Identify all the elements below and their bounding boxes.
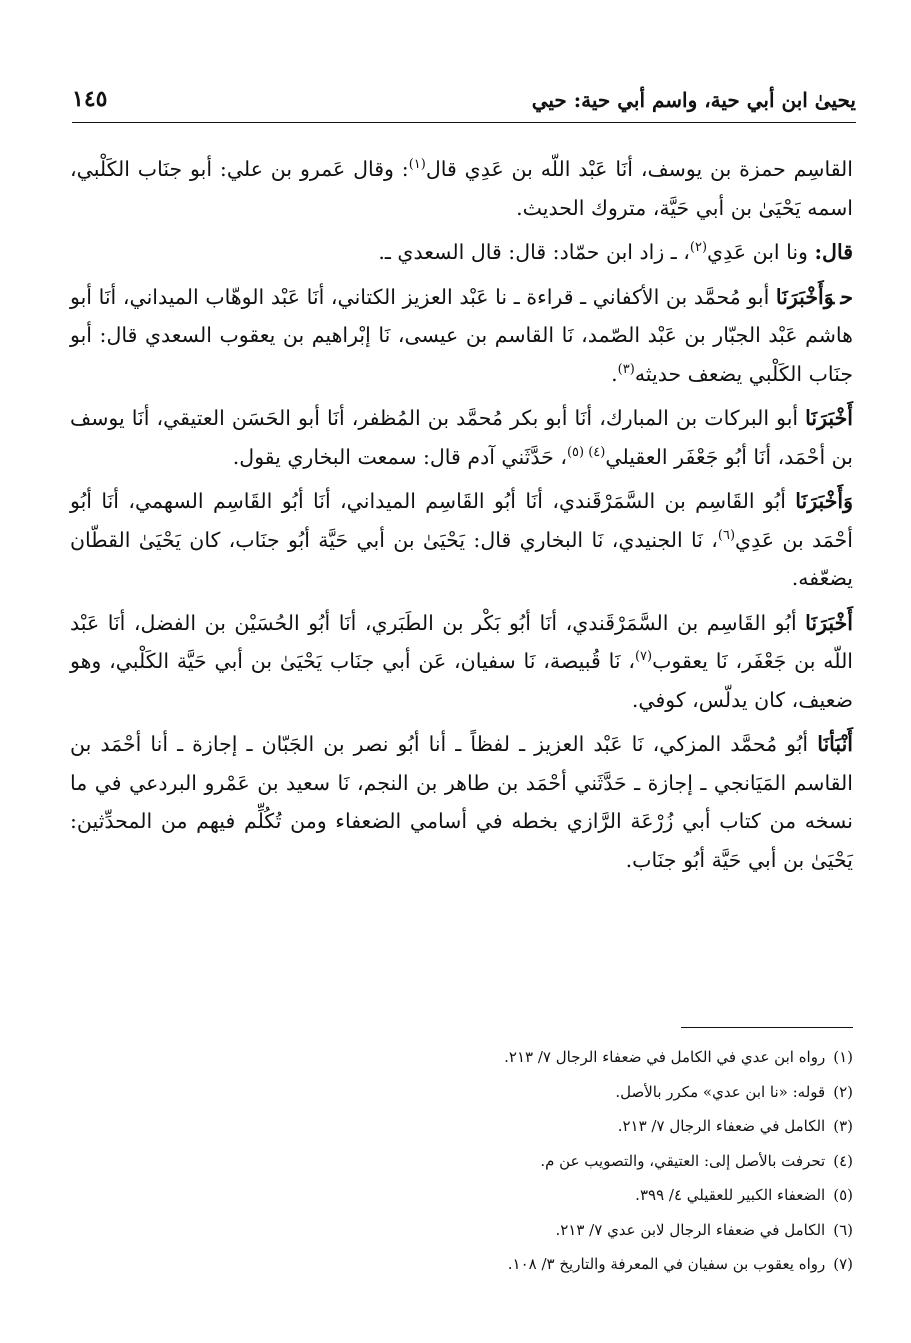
footnote-ref: (٦) — [717, 527, 736, 543]
footnote-separator — [681, 1027, 853, 1028]
main-text — [70, 150, 853, 885]
page-number: ١٤٥ — [72, 86, 108, 112]
paragraph-text: ، نَا الجنيدي، نَا البخاري قال: يَحْيَىٰ بن أبي حَيَّة أبُو جنَاب، كان يَحْيَىٰ القطّان يضعّفه. — [70, 527, 853, 590]
paragraph-lead: قال: — [814, 240, 853, 264]
footnote-text: الكامل في ضعفاء الرجال ٧/ ٢١٣. — [617, 1117, 826, 1135]
paragraph-text: أبو مُحمَّد بن الأكفاني ـ قراءة ـ نا عَبْد العزيز الكتاني، أنَا عَبْد الوهّاب الميداني، أنَا أبو هاشم عَبْد الجبّار بن عَبْد الصّمد، نَا القاسم بن عيسى، نَا إبْراهيم بن يعقوب السعدي قال: أبو جنَاب الكَلْبي يضعف حديثه — [70, 284, 853, 386]
paragraph-text: ، حَدَّثَني آدم قال: سمعت البخاري يقول. — [232, 444, 567, 469]
paragraph-lead: أَنْبَأنَا — [817, 732, 853, 756]
running-title: يحيىٰ ابن أبي حية، واسم أبي حية: حيي — [531, 88, 856, 112]
paragraph-text: ونا ابن عَدِي — [707, 240, 815, 264]
paragraph-text: ، ـ زاد ابن حمّاد: قال: قال السعدي ـ. — [378, 240, 690, 264]
paragraph-text: . — [611, 361, 618, 386]
footnote-number: (١) — [833, 1048, 853, 1066]
footnote — [70, 1178, 853, 1213]
paragraph-marker: ح — [840, 284, 853, 309]
footnote-number: (٢) — [833, 1082, 853, 1101]
footnote-ref: (٧) — [634, 649, 653, 665]
footnote-text: الكامل في ضعفاء الرجال لابن عدي ٧/ ٢١٣. — [555, 1220, 826, 1239]
paragraph-lead: أَخْبَرَنَا — [805, 610, 853, 635]
paragraph-text: أبُو القَاسِم بن السَّمَرْقَندي، أنَا أبُو بَكْر بن الطَبَري، أنَا أبُو الحُسَيْن بن الفضل، أنَا عَبْد اللّه بن جَعْفَر، نَا يعقوب — [70, 610, 854, 673]
footnote-ref: (٢) — [689, 240, 708, 256]
paragraph — [70, 278, 853, 394]
paragraph — [70, 150, 853, 227]
footnote-text: رواه يعقوب بن سفيان في المعرفة والتاريخ ٣/ ١٠٨. — [507, 1255, 826, 1273]
footnote-number: (٦) — [833, 1220, 853, 1239]
paragraph — [70, 233, 853, 272]
paragraph-text: أبُو مُحمَّد المزكي، نَا عَبْد العزيز ـ لفظاً ـ أنا أبُو نصر بن الجَبّان ـ إجازة ـ أنا أحْمَد بن القاسم المَيَانجي ـ إجازة ـ حَدَّثَني أحْمَد بن طاهر بن النجم، نَا سعيد بن عَمْرو البردعي في ما نسخه من كتاب أبي زُرْعَة الرَّازي بخطه في أسامي الضعفاء ومن تُكُلِّم فيهم من المحدِّثين: يَحْيَىٰ بن أبي حَيَّة أبُو جنَاب. — [70, 732, 853, 872]
footnotes — [70, 1040, 853, 1282]
footnote — [70, 1247, 853, 1282]
footnote — [70, 1144, 853, 1179]
footnote-text: تحرفت بالأصل إلى: العتيقي، والتصويب عن م. — [540, 1151, 826, 1170]
paragraph-lead: وَأَخْبَرَنَا — [775, 284, 835, 309]
footnote-number: (٧) — [833, 1255, 853, 1273]
footnote-number: (٥) — [833, 1186, 853, 1204]
footnote-text: قوله: «نا ابن عدي» مكرر بالأصل. — [615, 1082, 826, 1101]
footnote-number: (٤) — [833, 1151, 853, 1170]
paragraph-text: : وقال عَمرو بن علي: أبو جنَاب الكَلْبي، اسمه يَحْيَىٰ بن أبي حَيَّة، متروك الحديث. — [70, 157, 853, 220]
footnote-number: (٣) — [833, 1117, 853, 1135]
paragraph — [70, 482, 853, 598]
footnote-ref: (٤) (٥) — [566, 444, 606, 460]
paragraph-lead: أَخْبَرَنَا — [805, 406, 853, 430]
page-header — [72, 86, 856, 123]
paragraph-text: القاسِم حمزة بن يوسف، أنَا عَبْد اللّه بن عَدِي قال — [425, 157, 853, 181]
paragraph — [70, 399, 853, 476]
paragraph-text: ، نَا قُبيصة، نَا سفيان، عَن أبي جنَاب يَحْيَىٰ بن أبي حَيَّة الكَلْبي، وهو ضعيف، كان يدلّس، كوفي. — [70, 649, 853, 712]
footnote — [70, 1075, 853, 1110]
footnote — [70, 1109, 853, 1144]
paragraph — [70, 725, 853, 879]
footnote — [70, 1040, 853, 1075]
footnote — [70, 1213, 853, 1248]
footnote-ref: (٣) — [617, 361, 635, 377]
paragraph-lead: وَأَخْبَرَنَا — [795, 489, 853, 513]
paragraph — [70, 604, 853, 720]
footnote-ref: (١) — [408, 157, 426, 173]
footnote-text: رواه ابن عدي في الكامل في ضعفاء الرجال ٧/ ٢١٣. — [504, 1048, 826, 1066]
paragraph-text: أبُو القَاسِم بن السَّمَرْقَندي، أنَا أبُو القَاسِم الميداني، أنَا أبُو القَاسِم السهمي، أنَا أبُو أحْمَد بن عَدِي — [70, 489, 853, 552]
footnote-text: الضعفاء الكبير للعقيلي ٤/ ٣٩٩. — [635, 1186, 826, 1204]
paragraph-text: أبو البركات بن المبارك، أنَا أبو بكر مُحمَّد بن المُظفر، أنَا أبو الحَسَن العتيقي، أنَا يوسف بن أحْمَد، أنَا أبُو جَعْفَر العقيلي — [70, 406, 853, 469]
